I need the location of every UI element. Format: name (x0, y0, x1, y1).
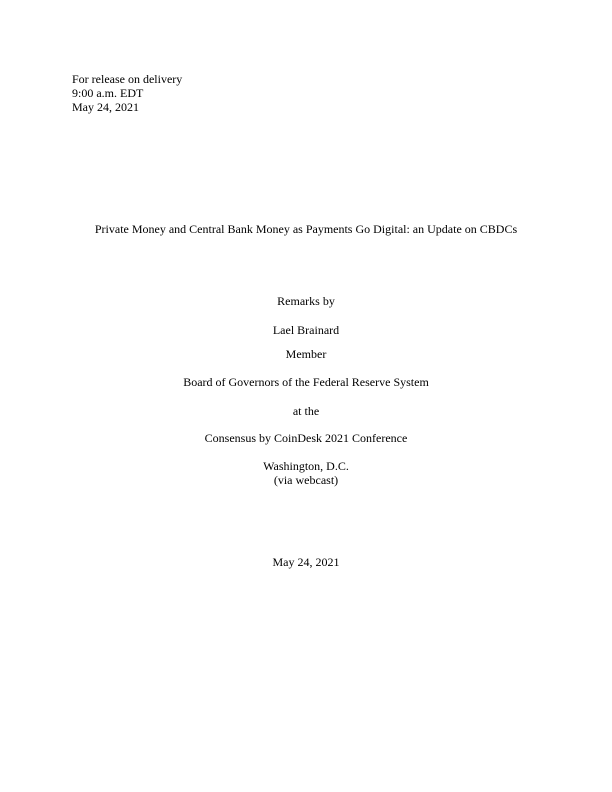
speaker-position: Member (285, 347, 327, 361)
at-the: at the (292, 404, 320, 418)
institution: Board of Governors of the Federal Reserve System (183, 375, 429, 389)
release-info (72, 72, 182, 114)
release-time: 9:00 a.m. EDT (72, 86, 144, 100)
speaker-name: Lael Brainard (272, 323, 340, 337)
speech-date: May 24, 2021 (272, 555, 340, 569)
location: Washington, D.C. (263, 459, 349, 473)
remarks-by: Remarks by (277, 294, 335, 308)
release-date: May 24, 2021 (72, 100, 139, 114)
event-name: Consensus by CoinDesk 2021 Conference (204, 431, 408, 445)
speech-title: Private Money and Central Bank Money as Payments Go Digital: an Update on CBDCs (94, 222, 518, 236)
release-on-delivery: For release on delivery (72, 72, 183, 86)
webcast-note: (via webcast) (273, 473, 339, 487)
